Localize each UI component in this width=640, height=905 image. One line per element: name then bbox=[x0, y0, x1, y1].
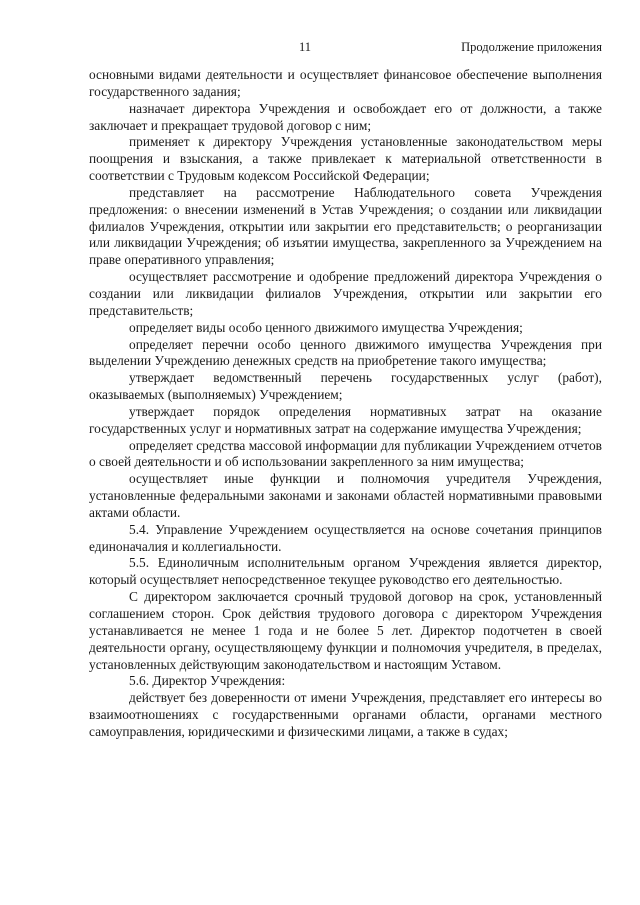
page-number: 11 bbox=[299, 40, 312, 54]
paragraph: назначает директора Учреждения и освобождает его от должности, а также заключает и прекращает трудовой договор с ним; bbox=[89, 100, 602, 133]
paragraph: применяет к директору Учреждения установленные законодательством меры поощрения и взыскания, а также привлекает к материальной ответственности в соответствии с Трудовым кодексом Российской Федерации; bbox=[89, 134, 602, 184]
continuation-label: Продолжение приложения bbox=[461, 40, 602, 54]
paragraph: осуществляет рассмотрение и одобрение предложений директора Учреждения о создании или ликвидации филиалов Учреждения, открытии или закрытии его представительств; bbox=[89, 269, 602, 318]
paragraph: определяет виды особо ценного движимого имущества Учреждения; bbox=[129, 319, 523, 335]
paragraph: определяет средства массовой информации для публикации Учреждением отчетов о своей деятельности и об использовании закрепленного за ним имущества; bbox=[89, 437, 602, 470]
paragraph: осуществляет иные функции и полномочия учредителя Учреждения, установленные федеральными законами и законами областей нормативными правовыми актами области. bbox=[89, 471, 602, 520]
paragraph: представляет на рассмотрение Наблюдательного совета Учреждения предложения: о внесении изменений в Устав Учреждения; о создании или ликвидации филиалов Учреждения, открытии или закрытии его представительств; о реорганизации или ликвидации Учреждения; об изъятии имущества, закрепленного за Учреждением на праве оперативного управления; bbox=[89, 184, 602, 268]
paragraph: 5.4. Управление Учреждением осуществляется на основе сочетания принципов единоначалия и коллегиальности. bbox=[89, 521, 602, 554]
paragraph: 5.5. Единоличным исполнительным органом Учреждения является директор, который осуществляет непосредственное текущее руководство его деятельностью. bbox=[89, 555, 602, 588]
page-header bbox=[0, 40, 640, 58]
paragraph: определяет перечни особо ценного движимого имущества Учреждения при выделении Учреждению денежных средств на приобретение такого имущества; bbox=[89, 336, 602, 369]
paragraph: С директором заключается срочный трудовой договор на срок, установленный соглашением сторон. Срок действия трудового договора с директором Учреждения устанавливается не менее 1 года и не более 5 лет. Директор подотчетен в своей деятельности органу, осуществляющему функции и полномочия учредителя, в пределах, установленных действующим законодательством и настоящим Уставом. bbox=[89, 589, 602, 672]
paragraph: утверждает порядок определения нормативных затрат на оказание государственных услуг и нормативных затрат на содержание имущества Учреждения; bbox=[89, 403, 602, 436]
paragraph: действует без доверенности от имени Учреждения, представляет его интересы во взаимоотношениях с государственными органами области, органами местного самоуправления, юридическими и физическими лицами, а также в судах; bbox=[89, 690, 602, 739]
paragraph: утверждает ведомственный перечень государственных услуг (работ), оказываемых (выполняемых) Учреждением; bbox=[89, 370, 602, 403]
paragraph: 5.6. Директор Учреждения: bbox=[129, 673, 286, 689]
paragraph: основными видами деятельности и осуществляет финансовое обеспечение выполнения государственного задания; bbox=[89, 67, 602, 99]
document-body bbox=[89, 67, 602, 741]
